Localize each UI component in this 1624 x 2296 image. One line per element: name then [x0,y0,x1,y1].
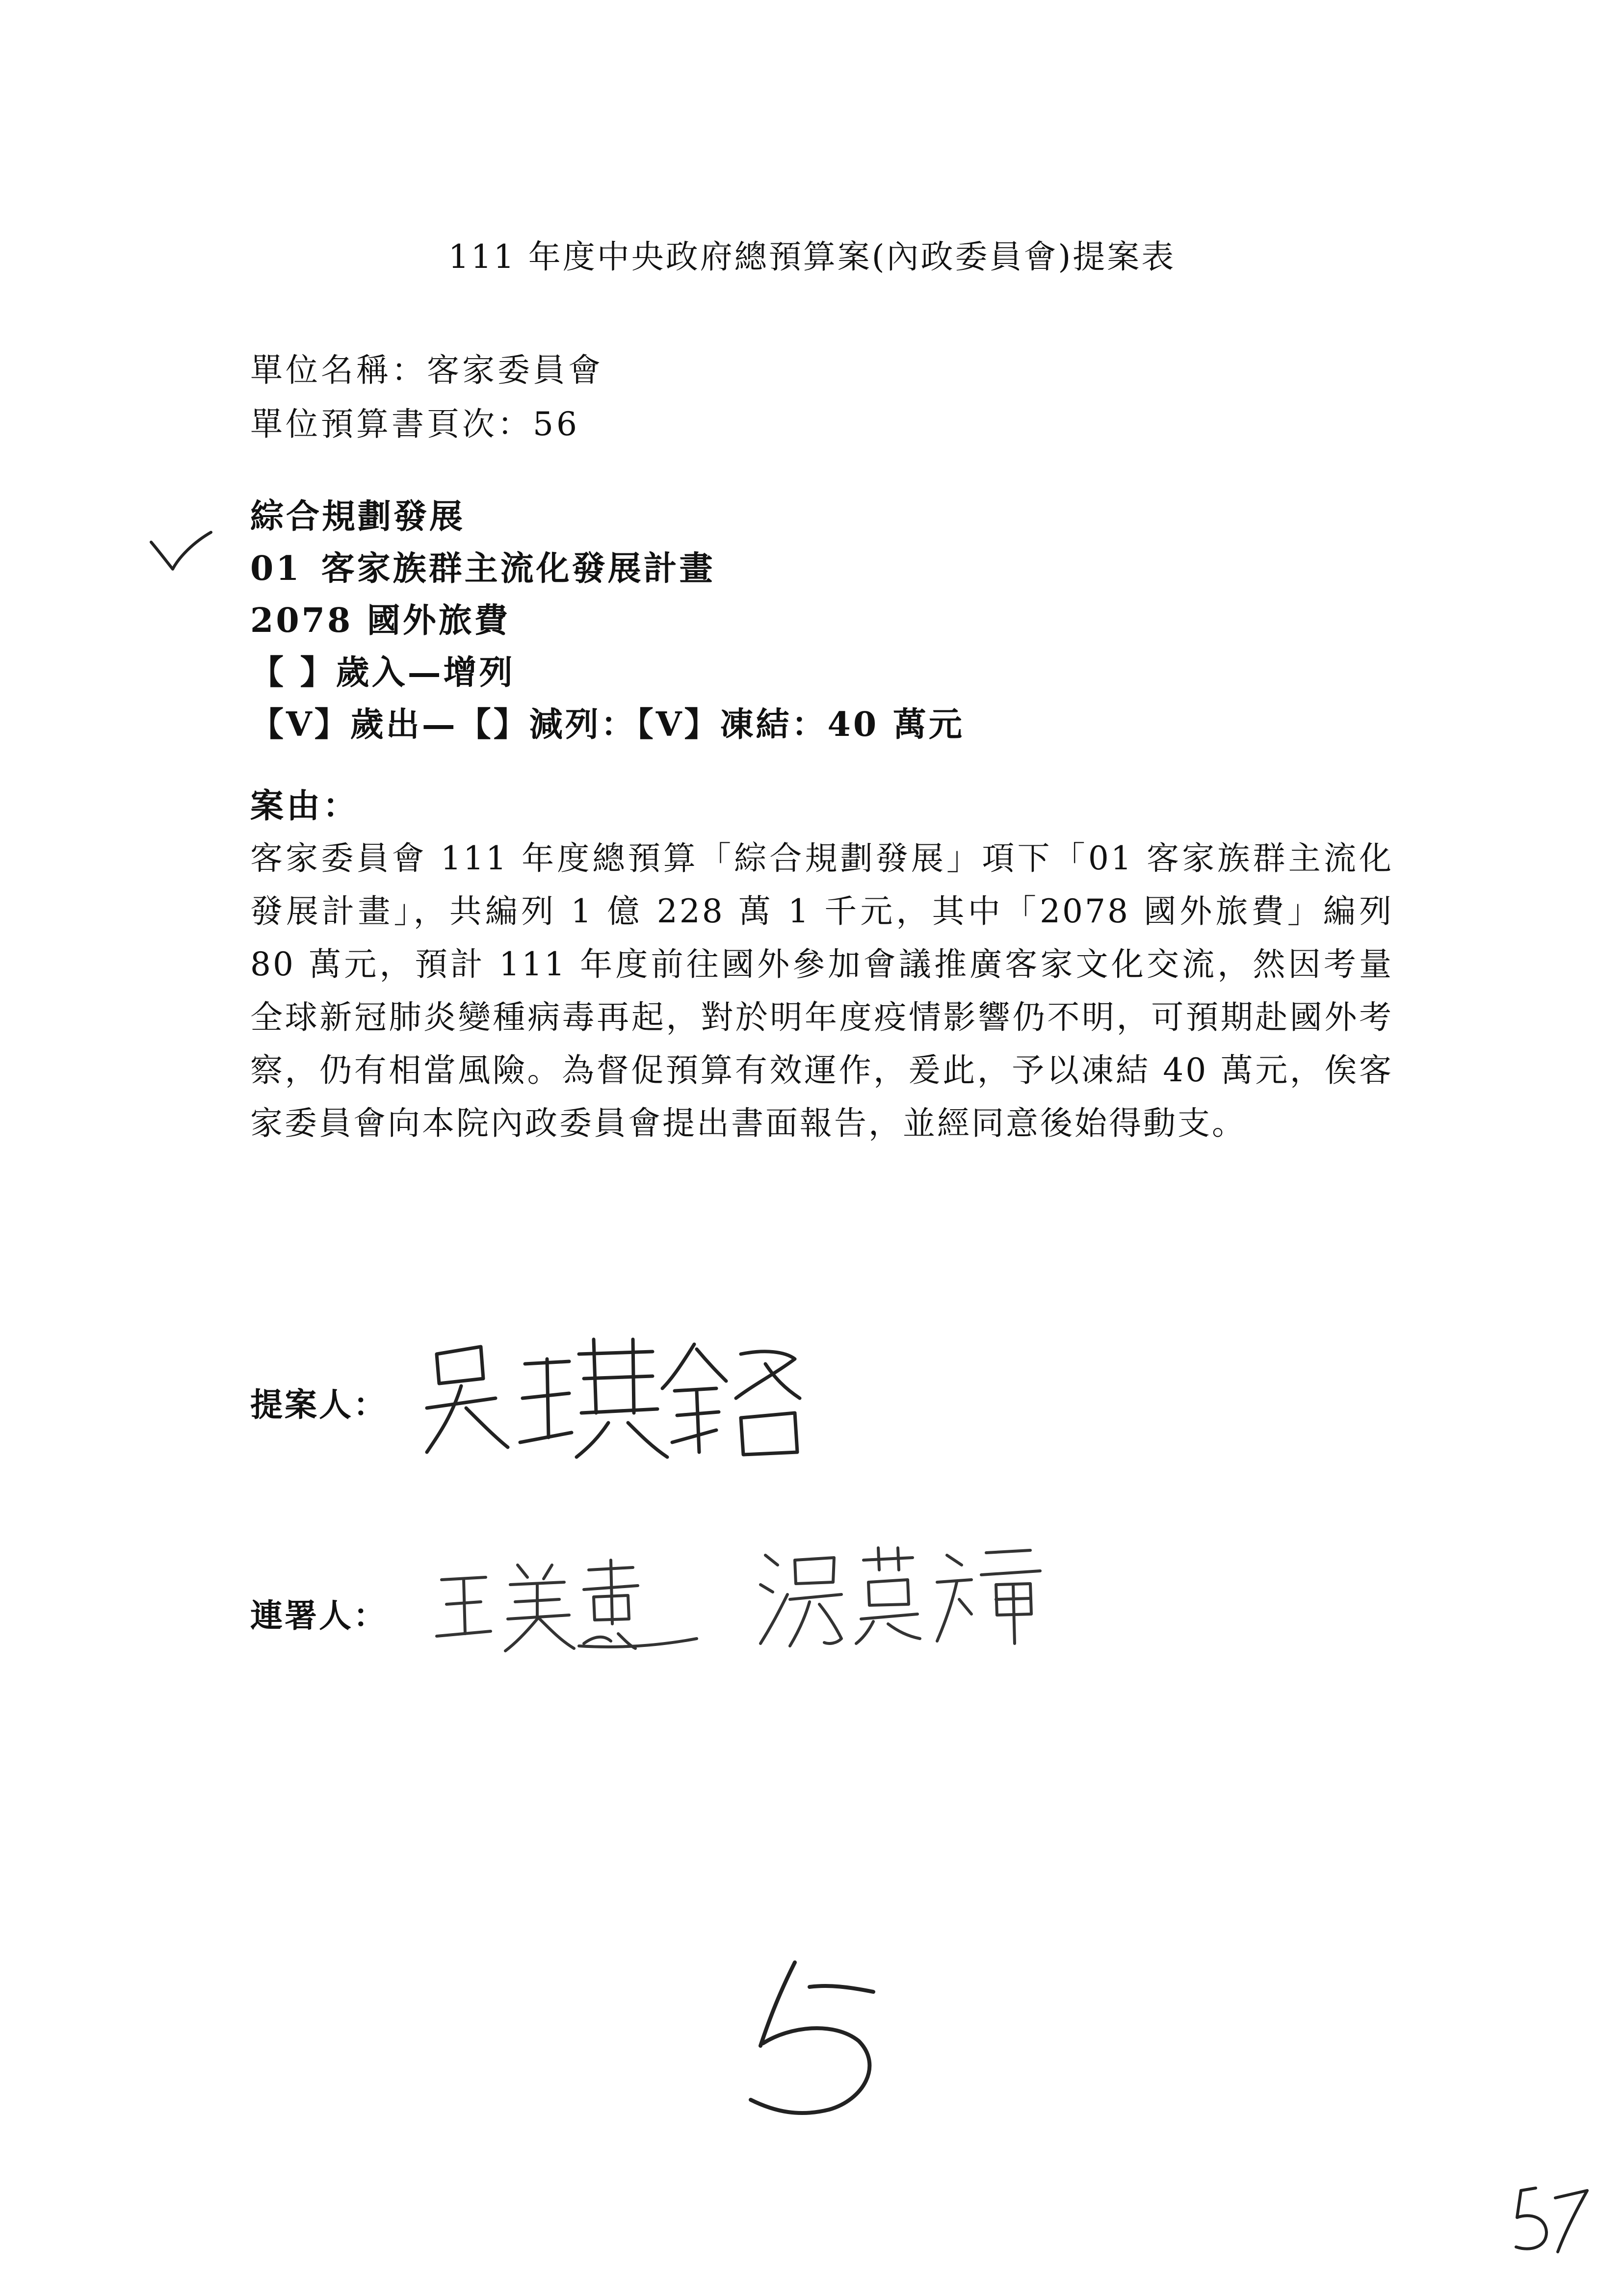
proposer-label: 提案人： [250,1385,388,1424]
budget-item-heading [250,491,965,751]
reason-text: 客家委員會 111 年度總預算「綜合規劃發展」項下「01 客家族群主流化發展計畫」，共編列 1 億 228 萬 1 千元，其中「2078 國外旅費」編列 80 萬元，預計 111 年度前往國外參加會議推廣客家文化交流，然因考量全球新冠肺炎變種病毒再起，對於明年度疫情影響仍不明，可預期赴國外考察，仍有相當風險。為督促預算有效運作，爰此，予以凍結 40 萬元，俟客家委員會向本院內政委員會提出書面報告，並經同意後始得動支。 [250,839,1393,1142]
cosigner-label: 連署人： [250,1596,388,1635]
program-code: 01 [250,549,302,588]
proposer-signature [422,1325,824,1472]
reason-label: 案由： [250,786,360,826]
reason-section [250,780,1393,1150]
page-number [1506,2178,1595,2262]
item-line: 2078 國外旅費 [250,601,510,640]
cosigner-signature-2 [751,1531,1065,1658]
unit-meta [250,343,603,451]
document-title: 111 年度中央政府總預算案(內政委員會)提案表 [448,238,1176,276]
revenue-line: 【 】歲入—增列 [250,653,515,692]
category-line: 綜合規劃發展 [250,497,466,536]
expense-line: 【V】歲出—【】減列：【V】凍結：40 萬元 [250,705,965,744]
budget-page-line: 單位預算書頁次：56 [250,405,580,443]
unit-name-line: 單位名稱：客家委員會 [250,351,603,389]
program-line [250,543,965,595]
cosigner-signature-1 [432,1550,707,1658]
handwritten-number [736,1953,893,2129]
check-mark-icon [147,527,216,581]
program-name: 客家族群主流化發展計畫 [321,549,715,588]
